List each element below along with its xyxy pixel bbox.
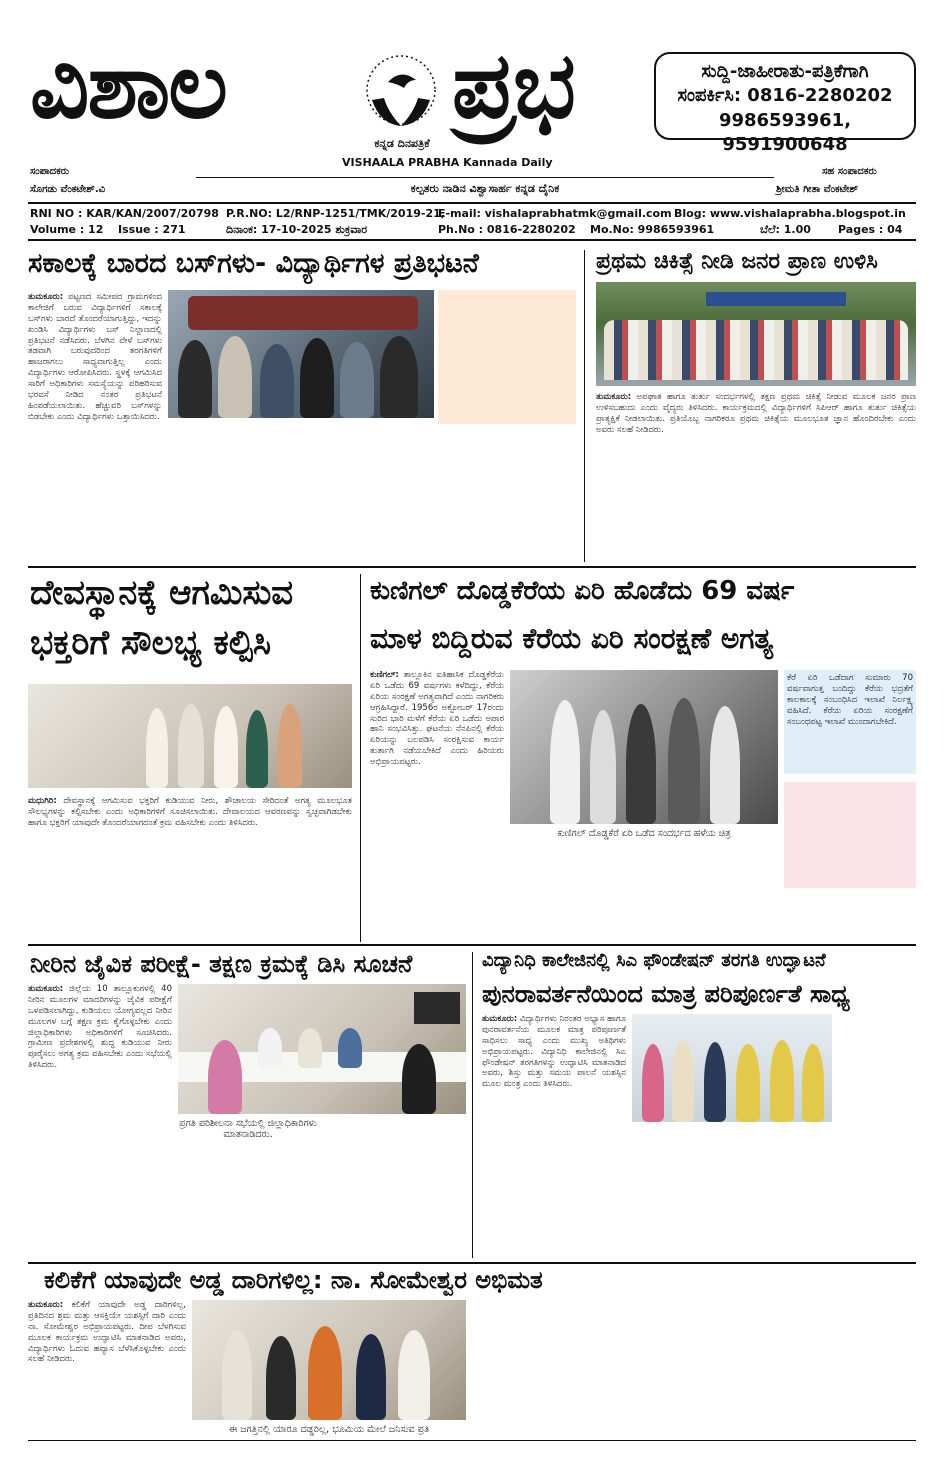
pages: Pages : 04 bbox=[838, 223, 903, 236]
kunigal-headline-1: ಕುಣಿಗಲ್ ದೊಡ್ಡಕೆರೆಯ ಏರಿ ಹೊಡೆದು 69 ವರ್ಷ bbox=[370, 576, 795, 606]
education-body-text: ಕಲಿಕೆಗೆ ಯಾವುದೇ ಅಡ್ಡ ದಾರಿಗಳಿಲ್ಲ, ಪ್ರತಿದಿನದ ಶ್ರಮ ಮತ್ತು ಆಸಕ್ತಿಯೇ ಯಶಸ್ಸಿಗೆ ದಾರಿ ಎಂದು ನಾ. ಸೋಮೇಶ್ವರ ಅಭಿಪ್ರಾಯಪಟ್ಟರು. ದೀಪ ಬೆಳಗಿಸುವ ಮೂಲಕ ಕಾರ್ಯಕ್ರಮ ಉದ್ಘಾಟಿಸಿ ಮಾತನಾಡಿದ ಅವರು, ವಿದ್ಯಾರ್ಥಿಗಳು ಓದುವ ಹವ್ಯಾಸ ಬೆಳೆಸಿಕೊಳ್ಳಬೇಕು ಎಂದು ಸಲಹೆ ನೀಡಿದರು. bbox=[28, 1300, 186, 1365]
kunigal-headline-2: ಮಾಳ ಬಿದ್ದಿರುವ ಕೆರೆಯ ಏರಿ ಸಂರಕ್ಷಣೆ ಅಗತ್ಯ bbox=[370, 622, 774, 655]
kunigal-archive-photo bbox=[510, 670, 778, 824]
bus-body-col1 bbox=[28, 292, 162, 560]
section-rule bbox=[28, 944, 916, 946]
rni-number: RNI NO : KAR/KAN/2007/20798 bbox=[30, 207, 219, 220]
tagline: ಕಲ್ಪತರು ನಾಡಿನ ವಿಶ್ವಾಸಾರ್ಹ ಕನ್ನಡ ದೈನಿಕ bbox=[410, 182, 560, 195]
section-rule bbox=[28, 566, 916, 568]
education-dateline: ತುಮಕೂರು: bbox=[28, 1300, 64, 1310]
temple-headline-1: ದೇವಸ್ಥಾನಕ್ಕೆ ಆಗಮಿಸುವ bbox=[30, 573, 294, 613]
bus-dateline: ತುಮಕೂರು: bbox=[28, 292, 64, 302]
vidyanidhi-inauguration-photo bbox=[632, 1014, 832, 1122]
bottom-rule bbox=[28, 1440, 916, 1441]
blog: Blog: www.vishalaprabha.blogspot.in bbox=[674, 207, 906, 220]
temple-visit-photo bbox=[28, 684, 352, 788]
vidyanidhi-headline-1: ವಿದ್ಯಾನಿಧಿ ಕಾಲೇಜಿನಲ್ಲಿ ಸಿಎ ಫೌಂಡೇಷನ್ ತರಗತಿ ಉದ್ಘಾಟನೆ bbox=[482, 950, 826, 971]
price: ಬೆಲೆ: 1.00 bbox=[760, 223, 811, 236]
water-headline: ನೀರಿನ ಜೈವಿಕ ಪರೀಕ್ಷೆ- ತಕ್ಷಣ ಕ್ರಮಕ್ಕೆ ಡಿಸಿ ಸೂಚನೆ bbox=[30, 950, 413, 978]
contact-line-2: ಸಂಪರ್ಕಿಸಿ: 0816-2280202 bbox=[677, 85, 893, 107]
pr-number: P.R.NO: L2/RNP-1251/TMK/2019-21, bbox=[226, 207, 445, 220]
education-headline: ಕಲಿಕೆಗೆ ಯಾವುದೇ ಅಡ್ಡ ದಾರಿಗಳಿಲ್ಲ: ನಾ. ಸೋಮೇಶ್ವರ ಅಭಿಮತ bbox=[44, 1266, 543, 1294]
masthead-title-right: ಪ್ರಭ bbox=[452, 32, 574, 139]
emblem-caption: ಕನ್ನಡ ದಿನಪತ್ರಿಕೆ bbox=[374, 137, 430, 150]
kunigal-body bbox=[370, 670, 504, 934]
first-aid-body-text: ಅಪಘಾತ ಹಾಗೂ ತುರ್ತು ಸಂದರ್ಭಗಳಲ್ಲಿ ತಕ್ಷಣ ಪ್ರಥಮ ಚಿಕಿತ್ಸೆ ನೀಡುವ ಮೂಲಕ ಜನರ ಪ್ರಾಣ ಉಳಿಸಬಹುದು ಎಂದು ವೈದ್ಯರು ತಿಳಿಸಿದರು. ಕಾರ್ಯಕ್ರಮದಲ್ಲಿ ವಿದ್ಯಾರ್ಥಿಗಳಿಗೆ ಸಿಪಿಆರ್ ಹಾಗೂ ತುರ್ತು ಚಿಕಿತ್ಸೆಯ ಪ್ರಾತ್ಯಕ್ಷಿಕೆ ನೀಡಲಾಯಿತು. ಪ್ರತಿಯೊಬ್ಬ ನಾಗರಿಕರೂ ಪ್ರಥಮ ಚಿಕಿತ್ಸೆಯ ಮೂಲಭೂತ ಜ್ಞಾನ ಹೊಂದಿರಬೇಕು ಎಂದು ಅವರು ಸಲಹೆ ನೀಡಿದರು. bbox=[596, 392, 916, 435]
bus-protest-photo bbox=[168, 290, 434, 418]
column-rule bbox=[360, 574, 361, 942]
vidyanidhi-body-text: ವಿದ್ಯಾರ್ಥಿಗಳು ನಿರಂತರ ಅಭ್ಯಾಸ ಹಾಗೂ ಪುನರಾವರ್ತನೆಯ ಮೂಲಕ ಮಾತ್ರ ಪರಿಪೂರ್ಣತೆ ಸಾಧಿಸಲು ಸಾಧ್ಯ ಎಂದು ಮುಖ್ಯ ಅತಿಥಿಗಳು ಅಭಿಪ್ರಾಯಪಟ್ಟರು. ವಿದ್ಯಾನಿಧಿ ಕಾಲೇಜಿನಲ್ಲಿ ಸಿಎ ಫೌಂಡೇಷನ್ ತರಗತಿಗಳನ್ನು ಉದ್ಘಾಟಿಸಿ ಮಾತನಾಡಿದ ಅವರು, ಶಿಸ್ತು ಮತ್ತು ಸಮಯ ಪಾಲನೆ ಯಶಸ್ಸಿನ ಮೂಲ ಮಂತ್ರ ಎಂದು ತಿಳಿಸಿದರು. bbox=[482, 1014, 626, 1090]
kunigal-pink-box bbox=[784, 782, 916, 888]
kunigal-sidebox: ಕೆರೆ ಏರಿ ಒಡೆದಾಗ ಸುಮಾರು 70 ವರ್ಷವಾಗುತ್ತ ಬಂದಿದ್ದು ಕೆರೆಯ ಭದ್ರತೆಗೆ ಕಾಲಕಾಲಕ್ಕೆ ಸಂಬಂಧಿಸಿದ ಇಲಾಖೆ ನಿರ್ಲಕ್ಷ್ಯ ವಹಿಸಿದೆ. ಕೆರೆಯ ಏರಿಯ ಸಂರಕ್ಷಣೆಗೆ ಸಂಬಂಧಪಟ್ಟ ಇಲಾಖೆ ಮುಂದಾಗಬೇಕಿದೆ. bbox=[784, 670, 916, 774]
email: E-mail: vishalaprabhatmk@gmail.com bbox=[438, 207, 672, 220]
tagline-arrow-rule bbox=[196, 177, 774, 178]
temple-dateline: ಮಧುಗಿರಿ: bbox=[28, 796, 57, 806]
issue-date: ದಿನಾಂಕ: 17-10-2025 ಶುಕ್ರವಾರ bbox=[226, 223, 368, 236]
contact-line-3: 9986593961, 9591900648 bbox=[718, 109, 852, 155]
english-name: VISHAALA PRABHA Kannada Daily bbox=[342, 156, 553, 169]
first-aid-dateline: ತುಮಕೂರು: bbox=[596, 392, 632, 402]
first-aid-body bbox=[596, 392, 916, 560]
editor-label: ಸಂಪಾದಕರು bbox=[30, 166, 70, 177]
first-aid-headline: ಪ್ರಥಮ ಚಿಕಿತ್ಸೆ ನೀಡಿ ಜನರ ಪ್ರಾಣ ಉಳಿಸಿ bbox=[596, 249, 878, 274]
temple-body-text: ದೇವಸ್ಥಾನಕ್ಕೆ ಆಗಮಿಸುವ ಭಕ್ತರಿಗೆ ಕುಡಿಯುವ ನೀರು, ಶೌಚಾಲಯ ಸೇರಿದಂತೆ ಅಗತ್ಯ ಮೂಲಭೂತ ಸೌಲಭ್ಯಗಳನ್ನು ಕಲ್ಪಿಸಬೇಕು ಎಂದು ಅಧಿಕಾರಿಗಳಿಗೆ ಸೂಚಿಸಲಾಯಿತು. ದೇವಾಲಯದ ಆವರಣವನ್ನು ಸ್ವಚ್ಛವಾಗಿಡಬೇಕು ಹಾಗೂ ಭಕ್ತರಿಗೆ ಯಾವುದೇ ತೊಂದರೆಯಾಗದಂತೆ ಕ್ರಮ ವಹಿಸಬೇಕು ಎಂದು ತಿಳಿಸಿದರು. bbox=[28, 796, 352, 828]
column-rule bbox=[584, 250, 585, 562]
infobar-top-rule bbox=[28, 202, 916, 204]
kunigal-photo-caption: ಕುಣಿಗಲ್ ದೊಡ್ಡಕೆರೆ ಏರಿ ಒಡೆದ ಸಂದರ್ಭದ ಹಳೆಯ ಚಿತ್ರ bbox=[557, 828, 731, 839]
vidyanidhi-dateline: ತುಮಕೂರು: bbox=[482, 1014, 518, 1024]
vidyanidhi-body bbox=[482, 1014, 626, 1258]
education-photo-caption: ಈ ಜಗತ್ತಿನಲ್ಲಿ ಯಾರೂ ದಡ್ಡರಿಲ್ಲ, ಭೂಮಿಯ ಮೇಲೆ ಜನಿಸುವ ಪ್ರತಿ bbox=[228, 1424, 430, 1435]
column-rule bbox=[472, 952, 473, 1258]
water-photo-caption: ಪ್ರಗತಿ ಪರಿಶೀಲನಾ ಸಭೆಯಲ್ಲಿ ಜಿಲ್ಲಾಧಿಕಾರಿಗಳು ಮಾತನಾಡಿದರು. bbox=[179, 1118, 317, 1140]
education-body bbox=[28, 1300, 186, 1434]
kunigal-dateline: ಕುಣಿಗಲ್: bbox=[370, 670, 399, 680]
coeditor-label: ಸಹ ಸಂಪಾದಕರು bbox=[822, 166, 877, 177]
contact-box bbox=[654, 52, 916, 155]
water-dateline: ತುಮಕೂರು: bbox=[28, 984, 64, 994]
bus-headline: ಸಕಾಲಕ್ಕೆ ಬಾರದ ಬಸ್‌ಗಳು- ವಿದ್ಯಾರ್ಥಿಗಳ ಪ್ರತಿಭಟನೆ bbox=[28, 248, 479, 279]
water-meeting-photo bbox=[178, 984, 466, 1114]
first-aid-group-photo bbox=[596, 282, 916, 386]
phone: Ph.No : 0816-2280202 bbox=[438, 223, 576, 236]
water-body-text: ಜಿಲ್ಲೆಯ 10 ತಾಲ್ಲೂಕುಗಳಲ್ಲಿ 40 ನೀರಿನ ಮೂಲಗಳ ಮಾದರಿಗಳನ್ನು ಜೈವಿಕ ಪರೀಕ್ಷೆಗೆ ಒಳಪಡಿಸಲಾಗಿದ್ದು, ಕುಡಿಯಲು ಯೋಗ್ಯವಲ್ಲದ ನೀರಿನ ಮೂಲಗಳ ಬಗ್ಗೆ ತಕ್ಷಣ ಕ್ರಮ ಕೈಗೊಳ್ಳಬೇಕು ಎಂದು ಜಿಲ್ಲಾಧಿಕಾರಿಗಳು ಅಧಿಕಾರಿಗಳಿಗೆ ಸೂಚಿಸಿದರು. ಗ್ರಾಮೀಣ ಪ್ರದೇಶಗಳಲ್ಲಿ ಶುದ್ಧ ಕುಡಿಯುವ ನೀರು ಪೂರೈಸಲು ಅಗತ್ಯ ಕ್ರಮ ವಹಿಸಬೇಕು ಎಂದು ಸಭೆಯಲ್ಲಿ ತಿಳಿಸಿದರು. bbox=[28, 984, 172, 1071]
issue: Issue : 271 bbox=[118, 223, 186, 236]
education-lamp-lighting-photo bbox=[192, 1300, 466, 1420]
section-rule bbox=[28, 1262, 916, 1264]
contact-line-1: ಸುದ್ದಿ-ಜಾಹೀರಾತು-ಪತ್ರಿಕೆಗಾಗಿ bbox=[701, 61, 869, 82]
masthead-title-left: ವಿಶಾಲ bbox=[30, 32, 226, 139]
kunigal-body-text: ತಾಲ್ಲೂಕಿನ ಐತಿಹಾಸಿಕ ದೊಡ್ಡಕೆರೆಯ ಏರಿ ಒಡೆದು 69 ವರ್ಷಗಳು ಕಳೆದಿದ್ದು, ಕೆರೆಯ ಏರಿಯ ಸಂರಕ್ಷಣೆ ಅಗತ್ಯವಾಗಿದೆ ಎಂದು ನಾಗರಿಕರು ಆಗ್ರಹಿಸಿದ್ದಾರೆ. 1956ರ ಅಕ್ಟೋಬರ್ 17ರಂದು ಸುರಿದ ಭಾರಿ ಮಳೆಗೆ ಕೆರೆಯ ಏರಿ ಒಡೆದು ಅಪಾರ ಹಾನಿ ಸಂಭವಿಸಿತ್ತು. ಘಟನೆಯ ನೆನಪಿನಲ್ಲಿ ಕೆರೆಯ ಏರಿಯನ್ನು ಬಲಪಡಿಸಿ ಸಂರಕ್ಷಿಸುವ ಕಾರ್ಯ ತುರ್ತಾಗಿ ನಡೆಯಬೇಕಿದೆ ಎಂದು ಹಿರಿಯರು ಅಭಿಪ್ರಾಯಪಟ್ಟರು. bbox=[370, 670, 504, 767]
mobile: Mo.No: 9986593961 bbox=[590, 223, 715, 236]
temple-body bbox=[28, 796, 352, 936]
bus-sidebox bbox=[438, 290, 576, 424]
editor-name: ಸೊಗಡು ವೆಂಕಟೇಶ್.ವಿ bbox=[30, 184, 106, 195]
coeditor-name: ಶ್ರೀಮತಿ ಗೀತಾ ವೆಂಕಟೇಶ್ bbox=[776, 184, 859, 195]
vidyanidhi-headline-2: ಪುನರಾವರ್ತನೆಯಿಂದ ಮಾತ್ರ ಪರಿಪೂರ್ಣತೆ ಸಾಧ್ಯ bbox=[482, 980, 850, 1008]
volume: Volume : 12 bbox=[30, 223, 104, 236]
infobar-bottom-rule bbox=[28, 239, 916, 241]
water-body bbox=[28, 984, 172, 1252]
bus-body: ಪಟ್ಟಣದ ಸಮೀಪದ ಗ್ರಾಮಗಳಿಂದ ಕಾಲೇಜಿಗೆ ಬರುವ ವಿದ್ಯಾರ್ಥಿಗಳಿಗೆ ಸಕಾಲಕ್ಕೆ ಬಸ್‌ಗಳು ಬಾರದೆ ತೊಂದರೆಯಾಗುತ್ತಿದ್ದು, ಇದನ್ನು ಖಂಡಿಸಿ ವಿದ್ಯಾರ್ಥಿಗಳು ಬಸ್ ನಿಲ್ದಾಣದಲ್ಲಿ ಪ್ರತಿಭಟನೆ ನಡೆಸಿದರು. ಬೆಳಗಿನ ವೇಳೆ ಬಸ್‌ಗಳು ತಡವಾಗಿ ಬರುವುದರಿಂದ ತರಗತಿಗಳಿಗೆ ಹಾಜರಾಗಲು ಸಾಧ್ಯವಾಗುತ್ತಿಲ್ಲ ಎಂದು ವಿದ್ಯಾರ್ಥಿಗಳು ಆರೋಪಿಸಿದರು. ಸ್ಥಳಕ್ಕೆ ಆಗಮಿಸಿದ ಸಾರಿಗೆ ಅಧಿಕಾರಿಗಳು ಸಮಸ್ಯೆಯನ್ನು ಪರಿಹರಿಸುವ ಭರವಸೆ ನೀಡಿದ ನಂತರ ಪ್ರತಿಭಟನೆ ಹಿಂಪಡೆಯಲಾಯಿತು. ಹೆಚ್ಚುವರಿ ಬಸ್‌ಗಳನ್ನು ಬಿಡಬೇಕು ಎಂದು ವಿದ್ಯಾರ್ಥಿಗಳು ಒತ್ತಾಯಿಸಿದರು. bbox=[28, 292, 162, 422]
dove-hands-emblem-icon bbox=[358, 50, 444, 136]
temple-headline-2: ಭಕ್ತರಿಗೆ ಸೌಲಭ್ಯ ಕಲ್ಪಿಸಿ bbox=[30, 623, 272, 663]
